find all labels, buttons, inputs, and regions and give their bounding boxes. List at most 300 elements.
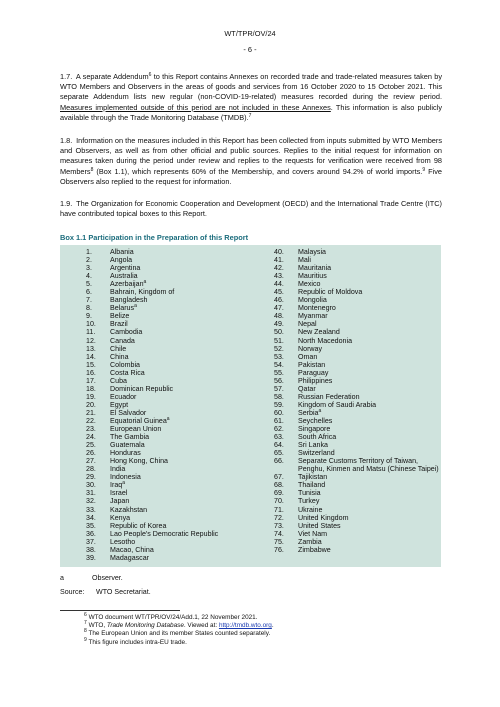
participant-row [86, 530, 256, 538]
participant-row [86, 457, 256, 465]
participant-name-text: Separate Customs Territory of Taiwan, Penghu, Kinmen and Matsu (Chinese Taipei) [298, 457, 439, 474]
participant-name [110, 328, 256, 336]
participant-list-left [86, 248, 256, 562]
participant-name [298, 441, 440, 449]
participant-row [86, 497, 256, 505]
participant-row [274, 417, 440, 425]
participant-name [298, 256, 440, 264]
participant-name [110, 264, 256, 272]
participant-number: 69. [274, 489, 284, 498]
participant-number: 8. [86, 304, 92, 313]
participant-row [86, 522, 256, 530]
participant-name [110, 514, 256, 522]
observer-marker: a [134, 303, 137, 310]
participant-row [86, 361, 256, 369]
paragraph-1-8 [60, 136, 442, 187]
participant-name [298, 312, 440, 320]
participant-name-text: Guatemala [110, 441, 145, 450]
paragraph-1-7 [60, 72, 442, 123]
participant-name [298, 425, 440, 433]
footnote-separator [60, 610, 180, 611]
participant-number: 6. [86, 288, 92, 297]
participant-row [274, 425, 440, 433]
participant-number: 68. [274, 481, 284, 490]
participant-name-text: Thailand [298, 481, 326, 490]
participant-row [86, 449, 256, 457]
paragraph-number: 1.9. [60, 199, 73, 208]
participant-name [298, 353, 440, 361]
participant-number: 60. [274, 408, 284, 417]
participant-row [274, 272, 440, 280]
participant-row [274, 280, 440, 288]
participant-row [274, 449, 440, 457]
participant-row [86, 288, 256, 296]
participant-name [110, 489, 256, 497]
participant-number: 15. [86, 360, 96, 369]
participant-name-text: Montenegro [298, 304, 336, 313]
participant-row [86, 433, 256, 441]
footnote-8 [84, 630, 274, 638]
participant-number: 57. [274, 384, 284, 393]
participant-row [86, 256, 256, 264]
participant-name-text: Ukraine [298, 505, 323, 514]
participant-row [274, 393, 440, 401]
participant-name [110, 248, 256, 256]
participant-name-text: Sri Lanka [298, 441, 328, 450]
footnote-number: 7 [84, 620, 87, 627]
participant-number: 45. [274, 288, 284, 297]
participant-number: 67. [274, 473, 284, 482]
participant-row [86, 345, 256, 353]
footnote-ref[interactable]: 9 [422, 166, 426, 173]
footnote-text: The European Union and its member States counted separately. [88, 630, 271, 638]
participant-name-text: European Union [110, 425, 162, 434]
participant-row [274, 530, 440, 538]
participant-number: 58. [274, 392, 284, 401]
participant-row [274, 328, 440, 336]
participant-row [274, 409, 440, 417]
participant-name-text: Lesotho [110, 537, 136, 546]
participant-number: 66. [274, 457, 284, 466]
participant-name [110, 473, 256, 481]
participant-name-text: Mauritania [298, 264, 332, 273]
participant-row [274, 320, 440, 328]
participant-number: 72. [274, 513, 284, 522]
participant-row [86, 441, 256, 449]
participant-row [86, 489, 256, 497]
participant-name-text: Costa Rica [110, 368, 145, 377]
participant-number: 14. [86, 352, 96, 361]
participant-name [298, 337, 440, 345]
participant-name [110, 312, 256, 320]
participant-name-text: Republic of Korea [110, 521, 167, 530]
participant-row [274, 546, 440, 554]
observer-note [60, 574, 123, 582]
participant-name-text: Malaysia [298, 248, 326, 256]
participant-number: 51. [274, 336, 284, 345]
participant-name [110, 538, 256, 546]
paragraph-1-9 [60, 199, 442, 219]
participation-box [60, 245, 441, 567]
participant-name [110, 369, 256, 377]
paragraph-text: The Organization for Economic Cooperation and Development (OECD) and the International Trade Centre (ITC) have contributed topical boxes to this Report. [60, 199, 442, 219]
participant-name-text: Equatorial Guinea [110, 416, 167, 425]
participant-number: 10. [86, 320, 96, 329]
participant-name-text: The Gambia [110, 433, 150, 442]
participant-name [298, 538, 440, 546]
participant-name [110, 345, 256, 353]
participant-name [110, 337, 256, 345]
participant-name [298, 304, 440, 312]
participant-number: 63. [274, 433, 284, 442]
participant-name-text: United Kingdom [298, 513, 349, 522]
participant-number: 20. [86, 400, 96, 409]
participant-number: 23. [86, 425, 96, 434]
participant-name [110, 272, 256, 280]
participant-name [110, 288, 256, 296]
participant-row [274, 377, 440, 385]
participant-name [110, 256, 256, 264]
participant-name-text: Switzerland [298, 449, 335, 458]
paragraph-text: Information on the measures included in this Report has been collected from inputs submitted by WTO Members and Observers, as well as from other official and public sources. Replies to the initial request for information on measures taken during the period under review and replies to the requests for verification were received from 98 Members [60, 136, 443, 176]
participant-name [110, 401, 256, 409]
participant-row [274, 345, 440, 353]
participant-row [86, 369, 256, 377]
footnote-6 [84, 614, 274, 622]
participant-name-text: Kazakhstan [110, 505, 148, 514]
participant-number: 65. [274, 449, 284, 458]
participant-number: 18. [86, 384, 96, 393]
participant-row [274, 441, 440, 449]
participant-row [86, 328, 256, 336]
participant-number: 26. [86, 449, 96, 458]
participant-name [298, 264, 440, 272]
participant-name [110, 353, 256, 361]
participant-number: 13. [86, 344, 96, 353]
footnote-ref[interactable]: 6 [148, 72, 152, 78]
participant-name-text: Australia [110, 272, 138, 281]
box-title: Box 1.1 Participation in the Preparation of this Report [60, 233, 249, 242]
participant-row [86, 337, 256, 345]
participant-name [298, 530, 440, 538]
participant-row [86, 377, 256, 385]
participant-number: 28. [86, 465, 96, 474]
participant-name [110, 320, 256, 328]
observer-marker: a [122, 480, 126, 487]
participant-row [86, 248, 256, 256]
paragraph-text: to this Report contains Annexes on recorded trade and trade-related measures taken by WTO Members and Observers in the areas of goods and services from 16 October 2020 to 15 October 2021. This separate Addendum lists new regular (non-COVID-19-related) measures recorded during the review period. [60, 72, 442, 102]
participant-name-text: South Africa [298, 433, 337, 442]
participant-number: 73. [274, 521, 284, 530]
participant-number: 32. [86, 497, 96, 506]
participant-row [86, 401, 256, 409]
participant-name-text: Singapore [298, 425, 331, 434]
paragraph-text: . This information is also publicly available through the Trade Monitoring Database (TMDB). [60, 102, 442, 122]
participant-name-text: Chile [110, 344, 127, 353]
participant-row [86, 320, 256, 328]
participant-number: 12. [86, 336, 96, 345]
participant-name [110, 377, 256, 385]
participant-name [110, 546, 256, 554]
participant-name [110, 449, 256, 457]
participant-number: 44. [274, 280, 284, 289]
participant-row [86, 393, 256, 401]
participant-name [298, 481, 440, 489]
participant-name-text: Bangladesh [110, 296, 148, 305]
participant-name [298, 385, 440, 393]
participant-name-text: Canada [110, 336, 135, 345]
participant-number: 21. [86, 408, 96, 417]
participant-row [86, 409, 256, 417]
participant-name-text: Norway [298, 344, 323, 353]
participant-number: 56. [274, 376, 284, 385]
participant-name [298, 449, 440, 457]
participant-name-text: Tunisia [298, 489, 321, 498]
participant-number: 2. [86, 256, 92, 265]
participant-name-text: Pakistan [298, 360, 326, 369]
participant-name [110, 506, 256, 514]
participant-number: 33. [86, 505, 96, 514]
participant-row [86, 312, 256, 320]
participant-name-text: Belarus [110, 304, 135, 313]
participant-name-text: Cuba [110, 376, 127, 385]
participant-number: 1. [86, 248, 92, 256]
participant-name [298, 320, 440, 328]
participant-name-text: Dominican Republic [110, 384, 174, 393]
participant-number: 55. [274, 368, 284, 377]
participant-name [298, 288, 440, 296]
participant-name [110, 417, 256, 425]
participant-name [298, 506, 440, 514]
participant-number: 43. [274, 272, 284, 281]
participant-name-text: Israel [110, 489, 128, 498]
participant-row [274, 361, 440, 369]
participant-name [110, 304, 256, 312]
participant-number: 29. [86, 473, 96, 482]
participant-number: 25. [86, 441, 96, 450]
participant-list-right [274, 248, 440, 554]
participant-row [86, 514, 256, 522]
participant-number: 49. [274, 320, 284, 329]
participant-number: 39. [86, 553, 96, 562]
participant-name-text: Serbia [298, 408, 319, 417]
participant-name-text: Honduras [110, 449, 141, 458]
participant-name [298, 377, 440, 385]
participant-name [298, 473, 440, 481]
participant-row [274, 304, 440, 312]
participant-number: 7. [86, 296, 92, 305]
participant-name-text: Zimbabwe [298, 545, 331, 554]
observer-marker: a [143, 279, 147, 286]
participant-row [274, 369, 440, 377]
participant-name-text: Argentina [110, 264, 141, 273]
participant-number: 64. [274, 441, 284, 450]
document-symbol: WT/TPR/OV/24 [224, 29, 276, 38]
participant-row [86, 272, 256, 280]
participant-number: 40. [274, 248, 284, 256]
participant-name-text: China [110, 352, 129, 361]
source-label: Source: [60, 588, 85, 596]
participant-name [298, 433, 440, 441]
page-number: - 6 - [243, 45, 257, 54]
participant-name [298, 514, 440, 522]
participant-name-text: Qatar [298, 384, 316, 393]
participant-name-text: Seychelles [298, 416, 333, 425]
participant-name-text: Ecuador [110, 392, 137, 401]
note-key: a [60, 574, 64, 582]
participant-number: 9. [86, 312, 92, 321]
participant-name [298, 248, 440, 256]
participant-name-text: Turkey [298, 497, 320, 506]
participant-name-text: Nepal [298, 320, 317, 329]
participant-name-text: Egypt [110, 400, 129, 409]
participant-name [298, 345, 440, 353]
participant-name-text: Myanmar [298, 312, 328, 321]
participant-name [110, 361, 256, 369]
participant-row [274, 288, 440, 296]
participant-number: 31. [86, 489, 96, 498]
participant-number: 76. [274, 545, 284, 554]
participant-name-text: Mali [298, 256, 312, 265]
participant-number: 47. [274, 304, 284, 313]
footnote-ref[interactable]: 7 [248, 112, 252, 119]
participant-name-text: El Salvador [110, 408, 147, 417]
participant-row [86, 506, 256, 514]
participant-name-text: Iraq [110, 481, 123, 490]
participant-row [86, 353, 256, 361]
participant-row [274, 514, 440, 522]
participant-name [298, 393, 440, 401]
participant-name [298, 497, 440, 505]
participant-row [274, 522, 440, 530]
participant-number: 24. [86, 433, 96, 442]
participant-name [298, 409, 440, 417]
participant-number: 16. [86, 368, 96, 377]
participant-number: 75. [274, 537, 284, 546]
participant-number: 38. [86, 545, 96, 554]
participant-number: 53. [274, 352, 284, 361]
participant-number: 62. [274, 425, 284, 434]
participant-name [110, 280, 256, 288]
participant-number: 30. [86, 481, 96, 490]
footnote-ref[interactable]: 8 [90, 166, 94, 173]
paragraph-number: 1.8. [60, 136, 73, 145]
participant-name-text: Oman [298, 352, 318, 361]
participant-name-text: Kingdom of Saudi Arabia [298, 400, 377, 409]
participant-name-text: Angola [110, 256, 133, 265]
participant-name-text: Paraguay [298, 368, 329, 377]
participant-name [298, 328, 440, 336]
participant-name [298, 361, 440, 369]
participant-row [274, 296, 440, 304]
footnote-number: 8 [84, 628, 87, 635]
participant-name [298, 296, 440, 304]
participant-name [110, 481, 256, 489]
participant-name-text: North Macedonia [298, 336, 353, 345]
participant-name-text: Tajikistan [298, 473, 328, 482]
participant-name-text: Japan [110, 497, 130, 506]
participant-name-text: Azerbaijan [110, 280, 144, 289]
footnote-number: 6 [84, 612, 87, 618]
participant-row [274, 489, 440, 497]
participant-row [274, 433, 440, 441]
participant-name [110, 409, 256, 417]
footnote-9 [84, 636, 274, 647]
participant-name [110, 425, 256, 433]
participant-name-text: Republic of Moldova [298, 288, 363, 297]
participant-row [86, 465, 256, 473]
participant-number: 27. [86, 457, 96, 466]
participant-row [86, 280, 256, 288]
footnote-text: . [271, 622, 274, 630]
participant-row [86, 385, 256, 393]
participant-row [86, 417, 256, 425]
participant-row [274, 506, 440, 514]
participant-name-text: Mexico [298, 280, 321, 289]
participant-number: 71. [274, 505, 284, 514]
participant-name-text: Mongolia [298, 296, 327, 305]
participant-number: 35. [86, 521, 96, 530]
participant-row [86, 538, 256, 546]
participant-name-text: Brazil [110, 320, 128, 329]
participant-row [86, 546, 256, 554]
participant-number: 48. [274, 312, 284, 321]
footnote-number: 9 [84, 636, 87, 643]
participant-name-text: Belize [110, 312, 130, 321]
footnote-text: . Viewed at: [183, 622, 219, 630]
footnotes [84, 614, 274, 647]
participant-name [298, 489, 440, 497]
participant-row [274, 481, 440, 489]
participant-number: 59. [274, 400, 284, 409]
participant-name [110, 385, 256, 393]
participant-row [274, 256, 440, 264]
participant-row [274, 353, 440, 361]
footnote-text: This figure includes intra-EU trade. [88, 638, 187, 646]
participant-row [274, 473, 440, 481]
paragraph-text: Five Observers also replied to the request for information. [60, 166, 442, 186]
participant-name-text: Russian Federation [298, 392, 360, 401]
participant-name [298, 272, 440, 280]
participant-number: 52. [274, 344, 284, 353]
participant-row [86, 304, 256, 312]
participant-name [110, 457, 256, 465]
participant-row [274, 538, 440, 546]
paragraph-number: 1.7. [60, 72, 73, 81]
participant-name [110, 522, 256, 530]
participant-name-text: Hong Kong, China [110, 457, 168, 466]
participant-name [298, 280, 440, 288]
participant-name-text: India [110, 465, 126, 474]
footnote-italic-title: Trade Monitoring Database [106, 622, 184, 630]
participant-name [110, 554, 256, 562]
observer-marker: a [166, 415, 170, 422]
paragraph-text: (Box 1.1), which represents 60% of the Membership, and covers around 94.2% of world imports. [93, 166, 423, 176]
participant-name [110, 433, 256, 441]
participant-name [110, 393, 256, 401]
participant-name-text: New Zealand [298, 328, 340, 337]
participant-row [274, 248, 440, 256]
participant-name-text: Kenya [110, 513, 131, 522]
participant-name-text: United States [298, 521, 341, 530]
participant-number: 74. [274, 529, 284, 538]
participant-number: 50. [274, 328, 284, 337]
observer-marker: a [318, 407, 322, 414]
underlined-text: Measures implemented outside of this period are not included in these Annexes [60, 102, 331, 112]
participant-name [298, 546, 440, 554]
paragraph-text: A separate Addendum [75, 72, 149, 81]
tmdb-link[interactable]: http://tmdb.wto.org [218, 622, 272, 630]
